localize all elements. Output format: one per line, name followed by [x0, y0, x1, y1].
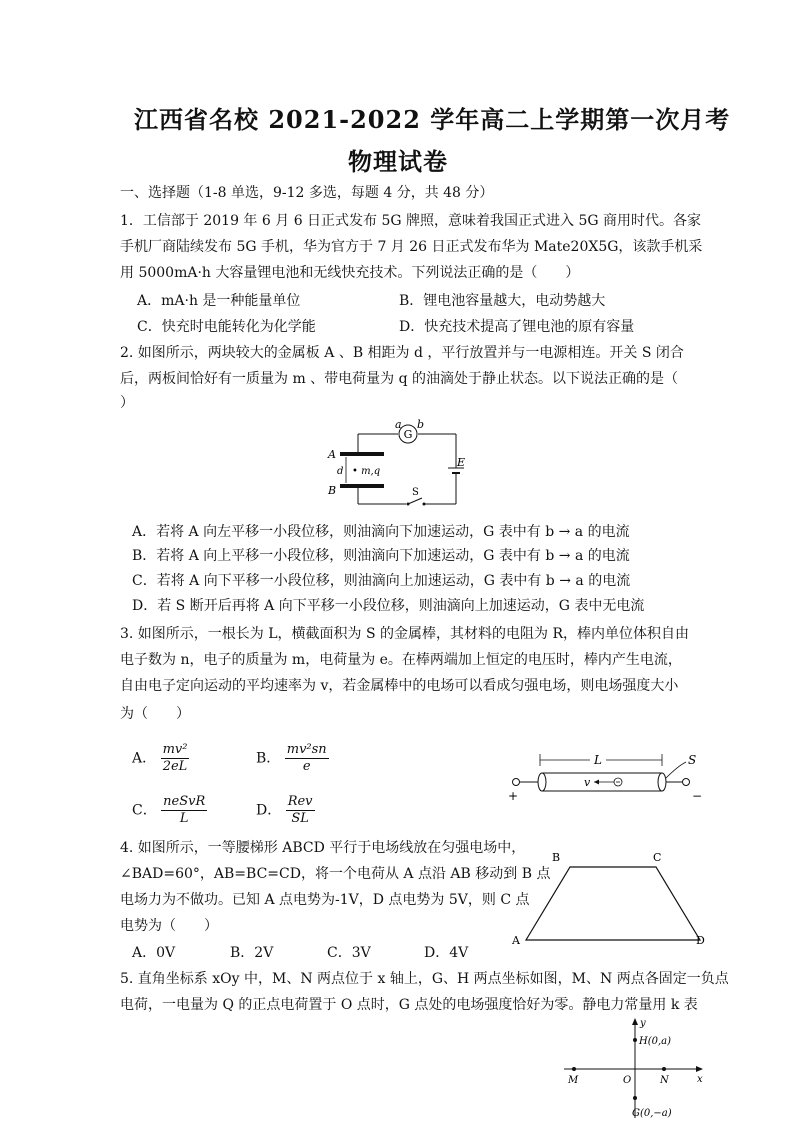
vertex-a-label: A [512, 934, 520, 947]
x-axis-label: x [697, 1074, 703, 1085]
q1-line1: 1．工信部于 2019 年 6 月 6 日正式发布 5G 牌照，意味着我国正式进入 5G 商用时代。各家 [120, 213, 702, 229]
q3-line4: 为（ ） [120, 706, 190, 722]
y-axis-label: y [640, 1018, 646, 1029]
q4-option-b: B．2V [230, 945, 274, 961]
q1-line2: 手机厂商陆续发布 5G 手机，华为官方于 7 月 26 日正式发布华为 Mate20X5G，该款手机采 [120, 239, 703, 255]
q2-option-d: D．若 S 断开后再将 A 向下平移一小段位移，则油滴向上加速运动，G 表中无电流 [132, 598, 645, 614]
point-n-label: N [660, 1075, 669, 1086]
coordinate-axes-figure [560, 1014, 710, 1123]
vertex-d-label: D [696, 934, 705, 947]
origin-label: O [623, 1075, 632, 1086]
q2-option-b: B．若将 A 向上平移一小段位移，则油滴向下加速运动，G 表中有 b → a 的电流 [132, 548, 630, 564]
oil-drop-label: • m,q [352, 466, 381, 477]
capacitor-circuit-figure [322, 416, 472, 516]
point-g-label: G(0,−a) [632, 1108, 672, 1119]
q2-line1: 2. 如图所示，两块较大的金属板 A 、B 相距为 d ，平行放置并与一电源相连。开关 S 闭合 [120, 345, 684, 361]
q3-option-c-label: C． [132, 802, 157, 819]
q3-line1: 3. 如图所示，一根长为 L，横截面积为 S 的金属棒，其材料的电阻为 R，棒内单位体积自由 [120, 626, 690, 642]
terminal-b-label: b [417, 418, 425, 431]
q1-line3: 用 5000mA·h 大容量锂电池和无线快充技术。下列说法正确的是（ ） [120, 265, 580, 281]
point-m-label: M [568, 1075, 579, 1086]
q3-option-c-fraction: $\frac{\text{neSvR}}{L}$ [163, 794, 206, 826]
q4-option-c: C．3V [327, 945, 371, 961]
point-h-label: H(0,a) [639, 1036, 672, 1047]
metal-rod-figure [502, 748, 712, 804]
q3-option-d-fraction: $\frac{\text{Rev}}{SL}$ [287, 794, 313, 826]
section-heading: 一、选择题（1-8 单选，9-12 多选，每题 4 分，共 48 分） [120, 185, 494, 201]
q3-option-d-label: D． [256, 802, 282, 819]
page-subtitle: 物理试卷 [348, 147, 448, 176]
q2-option-c: C．若将 A 向下平移一小段位移，则油滴向上加速运动，G 表中有 b → a 的电流 [132, 573, 631, 589]
q3-option-a-fraction: $\frac{\text{mv²}}{2eL}$ [162, 742, 188, 774]
emf-label: E [457, 456, 466, 469]
q3-option-b-fraction: $\frac{\text{mv²sn}}{e}$ [286, 742, 327, 774]
q1-option-a: A．mA·h 是一种能量单位 [137, 293, 301, 309]
point-g [633, 1096, 637, 1100]
plate-b [340, 484, 384, 488]
plate-b-label: B [328, 484, 337, 497]
q2-line2: 后，两板间恰好有一质量为 m 、带电荷量为 q 的油滴处于静止状态。以下说法正确的是（ [120, 371, 679, 387]
plus-terminal-label: + [508, 789, 519, 803]
galvanometer-label: G [403, 428, 413, 441]
distance-d-label: d [337, 466, 344, 477]
point-n [662, 1067, 666, 1071]
cross-section-s-label: S [688, 753, 697, 767]
velocity-v-label: v [584, 776, 591, 789]
plate-a [340, 452, 384, 456]
page-title: 江西省名校 2021-2022 学年高二上学期第一次月考 [134, 105, 731, 134]
terminal-a-label: a [395, 418, 402, 431]
trapezoid-abcd [526, 867, 700, 940]
q3-option-b [256, 742, 329, 775]
q3-line2: 电子数为 n，电子的质量为 m，电荷量为 e。在棒两端加上恒定的电压时，棒内产生电流， [120, 652, 682, 668]
vertex-b-label: B [552, 851, 561, 864]
q3-option-a-label: A． [132, 750, 157, 767]
q1-option-d: D．快充技术提高了锂电池的原有容量 [399, 319, 635, 335]
q3-option-b-label: B． [256, 750, 281, 767]
q4-line2: ∠BAD=60°，AB=BC=CD，将一个电荷从 A 点沿 AB 移动到 B 点 [120, 866, 551, 882]
q3-option-a [132, 742, 189, 775]
switch-label: S [412, 487, 419, 498]
q4-line1: 4. 如图所示，一等腰梯形 ABCD 平行于电场线放在匀强电场中， [120, 840, 526, 856]
switch-s [408, 498, 422, 504]
q5-line1: 5. 直角坐标系 xOy 中，M、N 两点位于 x 轴上，G、H 两点坐标如图，M、N 两点各固定一负点 [120, 971, 729, 987]
q1-option-b: B．锂电池容量越大，电动势越大 [399, 293, 606, 309]
minus-terminal-label: − [692, 789, 703, 803]
q4-line3: 电场力为不做功。已知 A 点电势为-1V，D 点电势为 5V，则 C 点 [120, 892, 530, 908]
point-h [633, 1038, 637, 1042]
q2-line3: ） [120, 395, 134, 411]
q4-line4: 电势为（ ） [120, 918, 218, 934]
plate-a-label: A [328, 448, 336, 461]
length-l-label: L [594, 753, 602, 767]
q4-option-a: A．0V [132, 945, 176, 961]
point-m [572, 1067, 576, 1071]
q3-option-d [256, 794, 315, 827]
vertex-c-label: C [653, 851, 662, 864]
q3-line3: 自由电子定向运动的平均速率为 v，若金属棒中的电场可以看成匀强电场，则电场强度大小 [120, 678, 679, 694]
q5-line2: 电荷，一电量为 Q 的正点电荷置于 O 点时，G 点处的电场强度恰好为零。静电力常量用 k 表 [120, 997, 698, 1013]
q3-option-c [132, 794, 207, 827]
q2-option-a: A．若将 A 向左平移一小段位移，则油滴向下加速运动，G 表中有 b → a 的电流 [132, 524, 630, 540]
q4-option-d: D．4V [424, 945, 469, 961]
q1-option-c: C．快充时电能转化为化学能 [137, 319, 316, 335]
trapezoid-figure [508, 845, 718, 950]
